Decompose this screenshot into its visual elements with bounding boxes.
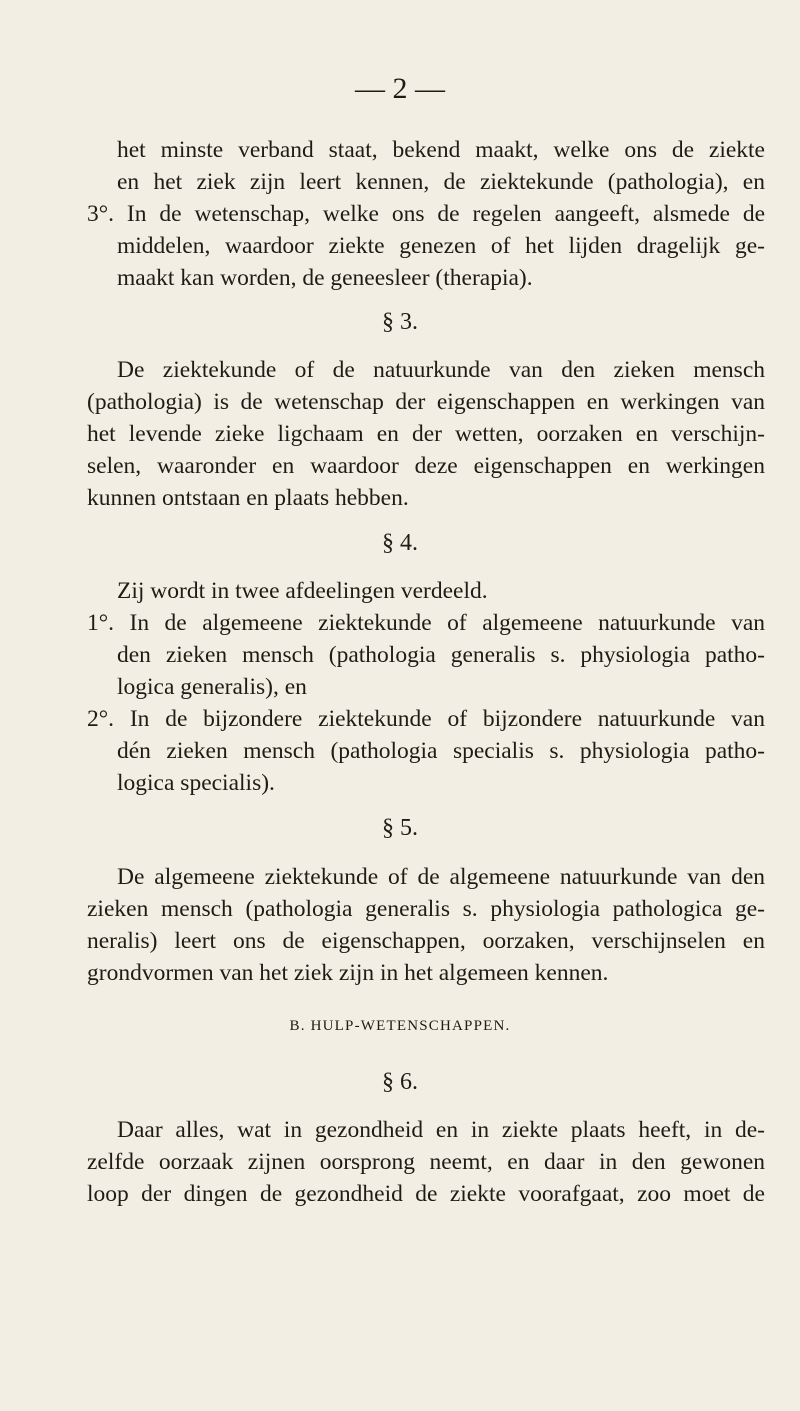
- text-line: (pathologia) is de wetenschap der eigenschappen en werkingen van: [87, 389, 765, 415]
- text-line: neralis) leert ons de eigenschappen, oorzaken, verschijnselen en: [87, 928, 765, 954]
- text-line: het minste verband staat, bekend maakt, welke ons de ziekte: [117, 137, 765, 163]
- text-line: zelfde oorzaak zijnen oorsprong neemt, en daar in den gewonen: [87, 1149, 765, 1175]
- subsection-header: B. HULP-WETENSCHAPPEN.: [289, 1018, 511, 1034]
- text-line: 1°. In de algemeene ziektekunde of algemeene natuurkunde van: [87, 610, 765, 636]
- section-heading: § 6.: [382, 1069, 418, 1095]
- text-line: loop der dingen de gezondheid de ziekte voorafgaat, zoo moet de: [87, 1181, 765, 1207]
- text-line: kunnen ontstaan en plaats hebben.: [87, 485, 409, 511]
- text-line: dén zieken mensch (pathologia specialis s. physiologia patho-: [117, 738, 765, 764]
- text-line: 2°. In de bijzondere ziektekunde of bijzondere natuurkunde van: [87, 706, 765, 732]
- text-line: en het ziek zijn leert kennen, de ziektekunde (pathologia), en: [117, 169, 765, 195]
- text-line: maakt kan worden, de geneesleer (therapia).: [117, 265, 533, 291]
- page-number: — 2 —: [355, 72, 445, 105]
- section-heading: § 5.: [382, 815, 418, 841]
- text-line: De ziektekunde of de natuurkunde van den zieken mensch: [117, 357, 765, 383]
- text-line: zieken mensch (pathologia generalis s. physiologia pathologica ge-: [87, 896, 765, 922]
- text-line: selen, waaronder en waardoor deze eigenschappen en werkingen: [87, 453, 765, 479]
- section-heading: § 3.: [382, 309, 418, 335]
- text-line: middelen, waardoor ziekte genezen of het lijden dragelijk ge-: [117, 233, 765, 259]
- text-line: grondvormen van het ziek zijn in het algemeen kennen.: [87, 960, 609, 986]
- text-line: 3°. In de wetenschap, welke ons de regelen aangeeft, alsmede de: [87, 201, 765, 227]
- text-line: logica generalis), en: [117, 674, 307, 700]
- section-heading: § 4.: [382, 530, 418, 556]
- text-line: het levende zieke ligchaam en der wetten, oorzaken en verschijn-: [87, 421, 765, 447]
- text-line: Zij wordt in twee afdeelingen verdeeld.: [117, 578, 488, 604]
- text-line: den zieken mensch (pathologia generalis s. physiologia patho-: [117, 642, 765, 668]
- text-line: De algemeene ziektekunde of de algemeene natuurkunde van den: [117, 864, 765, 890]
- text-line: logica specialis).: [117, 770, 275, 796]
- text-line: Daar alles, wat in gezondheid en in ziekte plaats heeft, in de-: [117, 1117, 765, 1143]
